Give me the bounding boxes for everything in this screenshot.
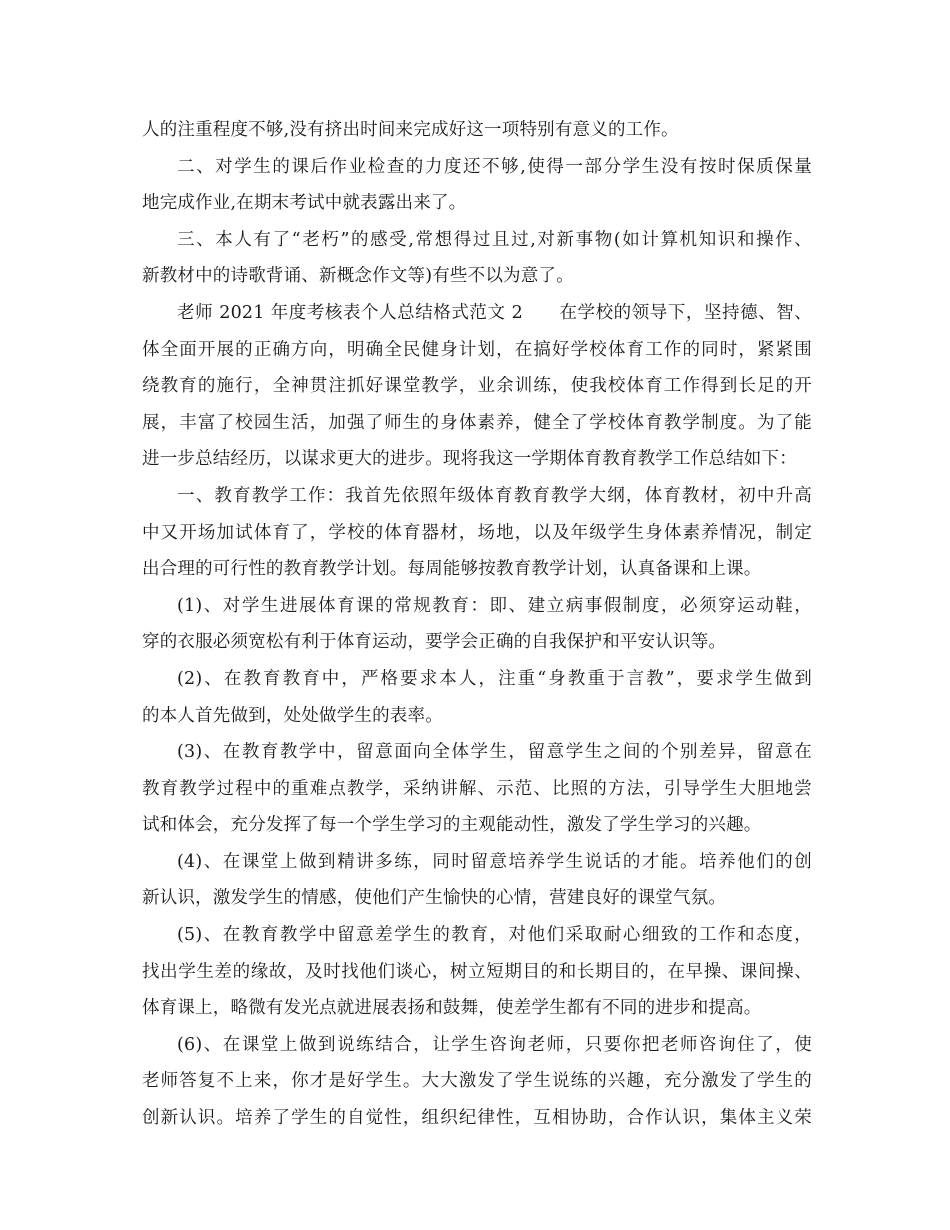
document-body (142, 112, 812, 1137)
text-line: 老师 2021 年度考核表个人总结格式范文 2 在学校的领导下，坚持德、智、 (177, 302, 812, 323)
text-line: (3)、在教育教学中，留意面向全体学生，留意学生之间的个别差异，留意在 (177, 742, 812, 763)
text-line: 创新认识。培养了学生的自觉性，组织纪律性，互相协助，合作认识，集体主义荣 (142, 1108, 812, 1129)
text-line: 体育课上，略微有发光点就进展表扬和鼓舞，使差学生都有不同的进步和提高。 (142, 998, 762, 1019)
text-line: 找出学生差的缘故，及时找他们谈心，树立短期目的和长期目的，在早操、课间操、 (142, 961, 812, 982)
text-line: 教育教学过程中的重难点教学，采纳讲解、示范、比照的方法，引导学生大胆地尝 (142, 778, 812, 799)
text-line: 展，丰富了校园生活，加强了师生的身体素养，健全了学校体育教学制度。为了能 (142, 412, 812, 433)
text-line: 地完成作业,在期末考试中就表露出来了。 (142, 193, 467, 214)
text-line: 体全面开展的正确方向，明确全民健身计划，在搞好学校体育工作的同时，紧紧围 (142, 339, 812, 360)
text-line: 三、本人有了“老朽”的感受,常想得过且过,对新事物(如计算机知识和操作、 (177, 229, 812, 250)
text-line: (4)、在课堂上做到精讲多练，同时留意培养学生说话的才能。培养他们的创 (177, 851, 812, 872)
text-line: 绕教育的施行，全神贯注抓好课堂教学，业余训练，使我校体育工作得到长足的开 (142, 376, 812, 397)
text-line: 的本人首先做到，处处做学生的表率。 (142, 705, 443, 726)
text-line: (1)、对学生进展体育课的常规教育：即、建立病事假制度，必须穿运动鞋， (177, 595, 812, 616)
text-line: 老师答复不上来，你才是好学生。大大激发了学生说练的兴趣，充分激发了学生的 (142, 1071, 812, 1092)
text-line: 一、教育教学工作：我首先依照年级体育教育教学大纲，体育教材，初中升高 (177, 485, 812, 506)
text-line: 二、对学生的课后作业检查的力度还不够,使得一部分学生没有按时保质保量 (177, 156, 812, 177)
text-line: 新认识，激发学生的情感，使他们产生愉快的心情，营建良好的课堂气氛。 (142, 888, 727, 909)
text-line: 人的注重程度不够,没有挤出时间来完成好这一项特别有意义的工作。 (142, 120, 679, 140)
text-line: 中又开场加试体育了，学校的体育器材，场地，以及年级学生身体素养情况，制定 (142, 522, 812, 543)
text-line: 进一步总结经历，以谋求更大的进步。现将我这一学期体育教育教学工作总结如下： (142, 449, 797, 470)
text-line: (6)、在课堂上做到说练结合，让学生咨询老师，只要你把老师咨询住了，使 (177, 1034, 812, 1055)
text-line: (5)、在教育教学中留意差学生的教育，对他们采取耐心细致的工作和态度， (177, 925, 812, 946)
text-line: (2)、在教育教育中，严格要求本人，注重“身教重于言教”，要求学生做到 (177, 668, 812, 689)
text-line: 新教材中的诗歌背诵、新概念作文等)有些不以为意了。 (142, 266, 574, 287)
text-line: 试和体会，充分发挥了每一个学生学习的主观能动性，激发了学生学习的兴趣。 (142, 815, 762, 836)
text-line: 穿的衣服必须宽松有利于体育运动，要学会正确的自我保护和平安认识等。 (142, 632, 727, 653)
text-line: 出合理的可行性的教育教学计划。每周能够按教育教学计划，认真备课和上课。 (142, 559, 762, 580)
